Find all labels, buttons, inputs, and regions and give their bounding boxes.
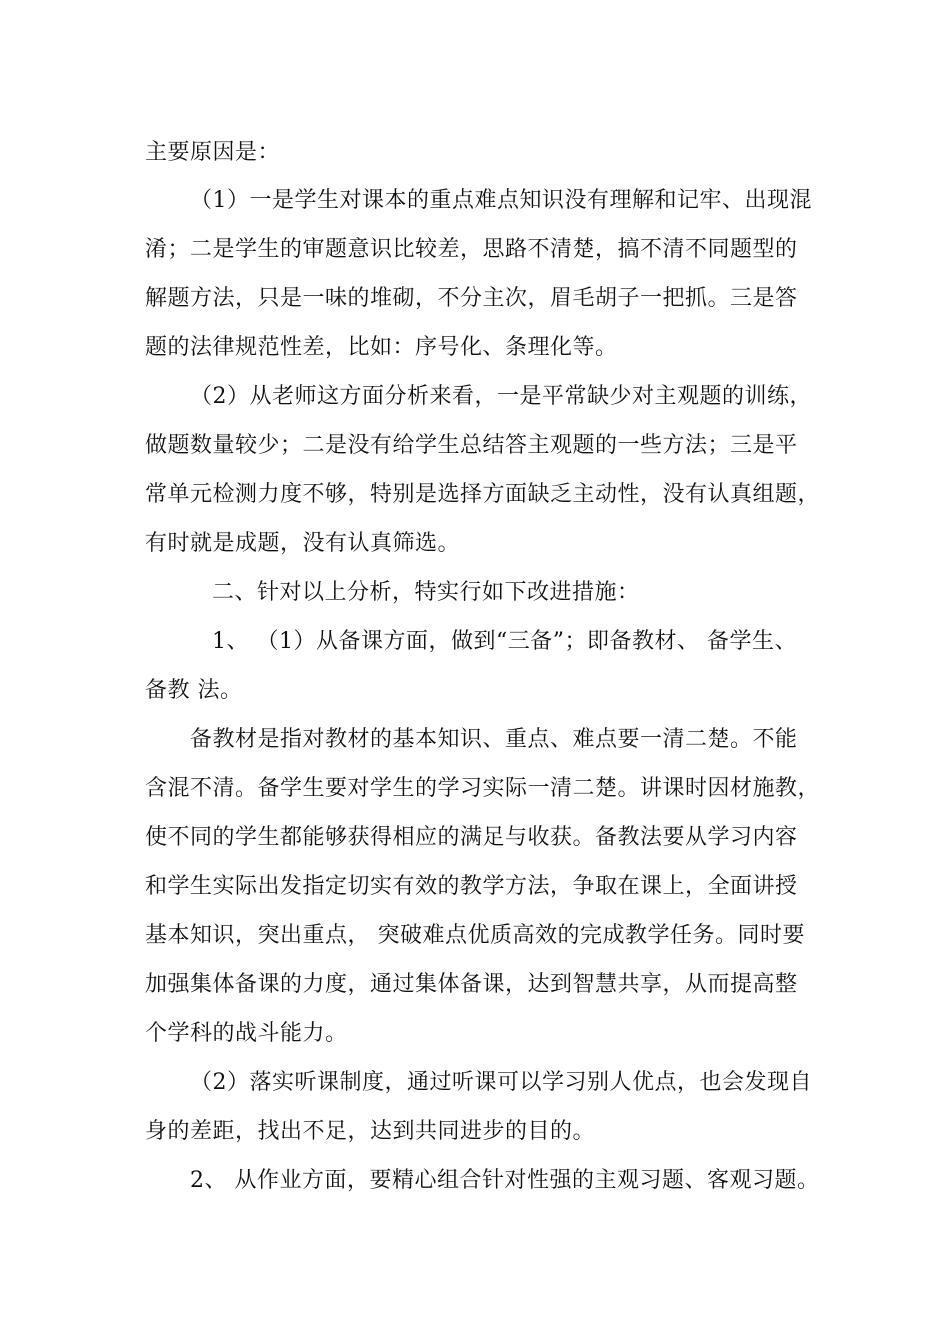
text-line: 解题方法，只是一味的堆砌，不分主次，眉毛胡子一把抓。三是答 <box>145 286 798 311</box>
section-heading: 二、针对以上分析，特实行如下改进措施： <box>212 580 640 605</box>
text-line: 备教材是指对教材的基本知识、重点、难点要一清二楚。不能 <box>190 727 798 752</box>
text-line: （2）落实听课制度，通过听课可以学习别人优点，也会发现自 <box>190 1070 812 1095</box>
text-line: 基本知识，突出重点， 突破难点优质高效的完成教学任务。同时要 <box>145 923 805 948</box>
text-line: 有时就是成题，没有认真筛选。 <box>145 531 461 556</box>
text-line: （1）一是学生对课本的重点难点知识没有理解和记牢、出现混 <box>190 188 812 213</box>
text-line: 含混不清。备学生要对学生的学习实际一清二楚。讲课时因材施教， <box>145 776 821 801</box>
text-line: 淆；二是学生的审题意识比较差，思路不清楚，搞不清不同题型的 <box>145 237 798 262</box>
text-line: 主要原因是： <box>145 140 281 165</box>
text-line: 个学科的战斗能力。 <box>145 1021 348 1046</box>
text-line: 身的差距，找出不足，达到共同进步的目的。 <box>145 1119 596 1144</box>
text-line: 做题数量较少；二是没有给学生总结答主观题的一些方法；三是平 <box>145 433 798 458</box>
text-line: 2、 从作业方面，要精心组合针对性强的主观习题、客观习题。 <box>190 1168 820 1193</box>
text-line: 加强集体备课的力度，通过集体备课，达到智慧共享，从而提高整 <box>145 972 798 997</box>
text-line: 备教 法。 <box>145 678 243 703</box>
text-line: 常单元检测力度不够，特别是选择方面缺乏主动性，没有认真组题， <box>145 482 821 507</box>
text-line: 1、 （1）从备课方面，做到“三备”；即备教材、 备学生、 <box>212 629 797 654</box>
text-line: 和学生实际出发指定切实有效的教学方法，争取在课上，全面讲授 <box>145 874 798 899</box>
text-line: 题的法律规范性差，比如：序号化、条理化等。 <box>145 335 618 360</box>
text-line: 使不同的学生都能够获得相应的满足与收获。备教法要从学习内容 <box>145 825 798 850</box>
text-line: （2）从老师这方面分析来看，一是平常缺少对主观题的训练， <box>190 384 812 409</box>
